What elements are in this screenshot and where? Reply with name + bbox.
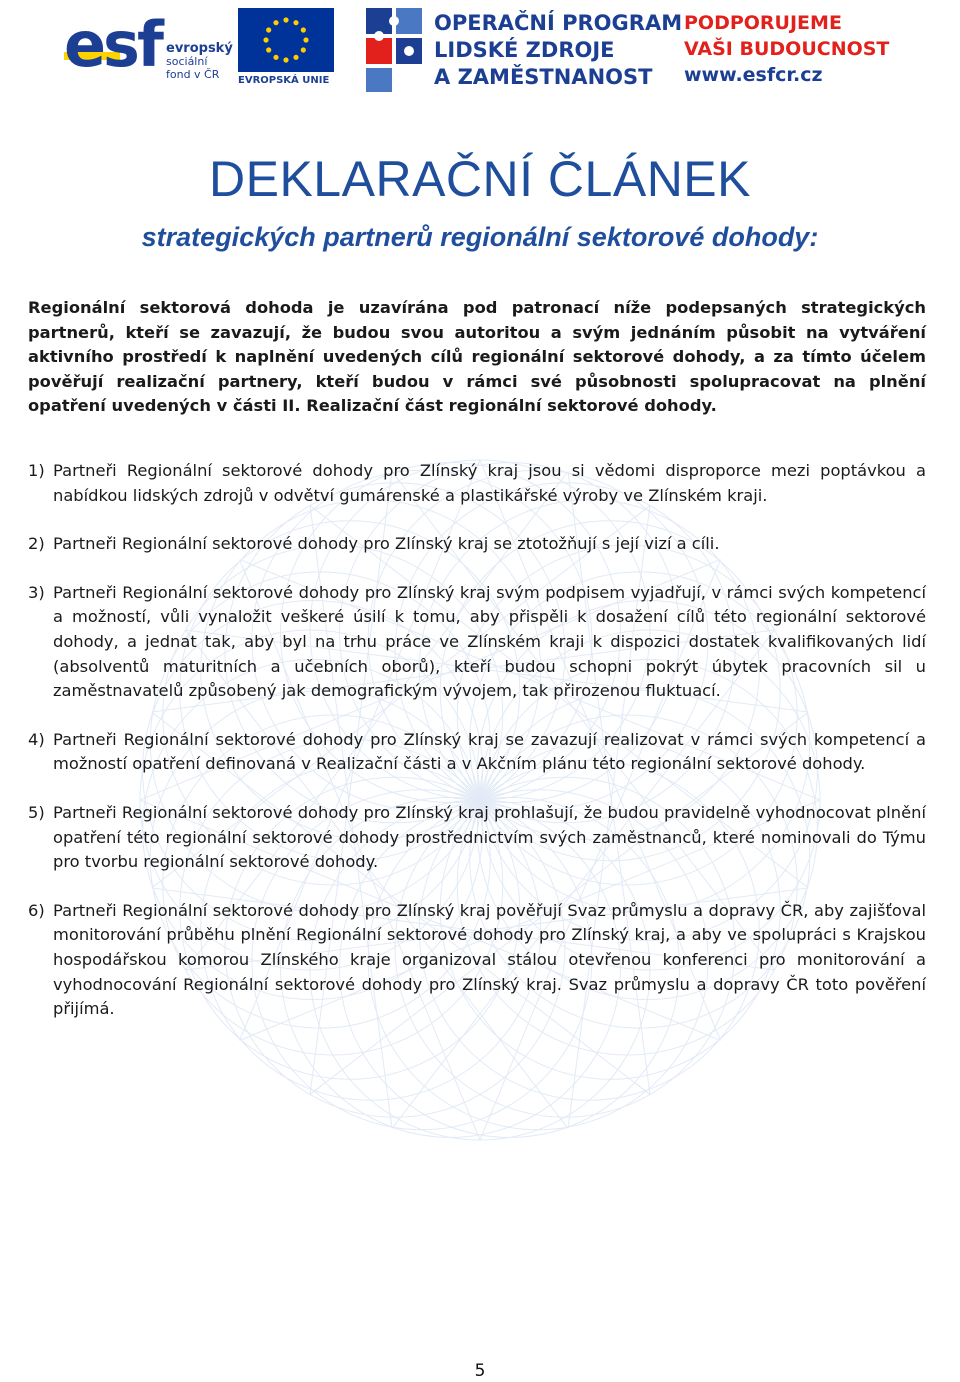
- op-puzzle-icon: [364, 6, 426, 94]
- item-number: 6): [28, 900, 45, 920]
- item-text: Partneři Regionální sektorové dohody pro Zlínský kraj prohlašují, že budou pravidelně vyhodnocovat plnění opatření této regionální sektorové dohody prostřednictvím svých zaměstnanců, které nominovali do Týmu pro tvorbu regionální sektorové dohody.: [53, 802, 926, 872]
- support-line-2: VAŠI BUDOUCNOST: [684, 38, 890, 60]
- item-text: Partneři Regionální sektorové dohody pro Zlínský kraj svým podpisem vyjadřují, v rámci svých kompetencí a možností, vůli vynaložit veškeré úsilí k tomu, aby přispěli k dosažení cílů této regionální sektorové dohody, a jednat tak, aby byl na trhu práce ve Zlínském kraji k dispozici dostatek kvalifikovaných lidí (absolventů maturitních a učebních oborů), kteří budou schopni pokrýt úbytek pracovních sil u zaměstnavatelů způsobený jak demografickým vývojem, tak přirozenou fluktuací.: [53, 582, 926, 701]
- eu-star: [293, 55, 298, 60]
- esf-line-3: fond v ČR: [166, 68, 220, 81]
- esf-line-2: sociální: [166, 55, 208, 68]
- esf-line-1: evropský: [166, 41, 233, 56]
- item-text: Partneři Regionální sektorové dohody pro Zlínský kraj se zavazují realizovat v rámci svých kompetencí a možností opatření definovaná v Realizační části a v Akčním plánu této regionální sektorové dohody.: [53, 729, 926, 774]
- esf-logo: [64, 8, 232, 92]
- op-line-2: LIDSKÉ ZDROJE: [434, 38, 615, 62]
- eu-label: EVROPSKÁ UNIE: [238, 75, 330, 86]
- eu-star: [283, 17, 288, 22]
- eu-star: [266, 27, 271, 32]
- item-text: Partneři Regionální sektorové dohody pro Zlínský kraj pověřují Svaz průmyslu a dopravy ČR, aby zajišťoval monitorování průběhu plnění Regionální sektorové dohody pro Zlínský kraj, a aby ve spolupráci s Krajskou hospodářskou komorou Zlínského kraje organizoval stálou otevřenou konferenci pro monitorování a vyhodnocování Regionální sektorové dohody pro Zlínský kraj. Svaz průmyslu a dopravy ČR toto pověření přijímá.: [53, 900, 926, 1019]
- item-number: 2): [28, 534, 45, 554]
- declaration-item: [28, 899, 926, 1022]
- item-number: 4): [28, 729, 45, 749]
- op-line-3: A ZAMĚSTNANOST: [434, 65, 653, 89]
- item-text: Partneři Regionální sektorové dohody pro Zlínský kraj se ztotožňují s její vizí a cíli.: [53, 534, 720, 554]
- declaration-item: [28, 581, 926, 704]
- eu-flag-icon: [238, 8, 334, 72]
- item-number: 5): [28, 802, 45, 822]
- item-number: 1): [28, 461, 45, 480]
- eu-star: [266, 47, 271, 52]
- op-logo: [364, 6, 683, 96]
- eu-star: [263, 37, 268, 42]
- page-number: 5: [474, 1361, 486, 1381]
- support-line-1: PODPORUJEME: [684, 12, 842, 34]
- eu-star: [273, 55, 278, 60]
- eu-star: [273, 20, 278, 25]
- eu-star: [283, 57, 288, 62]
- intro-text: Regionální sektorová dohoda je uzavírána pod patronací níže podepsaných strategických partnerů, kteří se zavazují, že budou svou autoritou a svým jednáním působit na vytváření aktivního prostředí k naplnění uvedených cílů regionální sektorové dohody, a za tímto účelem pověřují realizační partnery, kteří budou v rámci své působnosti spolupracovat na plnění opatření uvedených v části II. Realizační část regionální sektorové dohody.: [28, 298, 926, 416]
- support-url: www.esfcr.cz: [684, 64, 823, 86]
- eu-star: [301, 27, 306, 32]
- support-logo: [684, 10, 934, 94]
- item-text: Partneři Regionální sektorové dohody pro Zlínský kraj jsou si vědomi disproporce mezi poptávkou a nabídkou lidských zdrojů v odvětví gumárenské a plastikářské výroby ve Zlínském kraji.: [53, 461, 926, 505]
- esf-logo-text: [166, 42, 233, 81]
- intro-paragraph: [28, 296, 926, 419]
- eu-star: [303, 37, 308, 42]
- eu-star: [301, 47, 306, 52]
- declaration-list: [28, 459, 926, 1022]
- header-logos: [0, 0, 960, 100]
- declaration-item: [28, 532, 926, 557]
- page-subtitle: strategických partnerů regionální sektorové dohody:: [141, 222, 819, 252]
- op-line-1: OPERAČNÍ PROGRAM: [434, 11, 683, 35]
- item-number: 3): [28, 582, 45, 602]
- eu-star: [293, 20, 298, 25]
- declaration-item: [28, 728, 926, 777]
- declaration-item: [28, 801, 926, 875]
- declaration-item: [28, 459, 926, 508]
- eu-logo: [238, 8, 342, 92]
- op-logo-text: [434, 10, 682, 91]
- esf-letters: esf: [64, 8, 161, 81]
- page-title: DEKLARAČNÍ ČLÁNEK: [209, 151, 751, 207]
